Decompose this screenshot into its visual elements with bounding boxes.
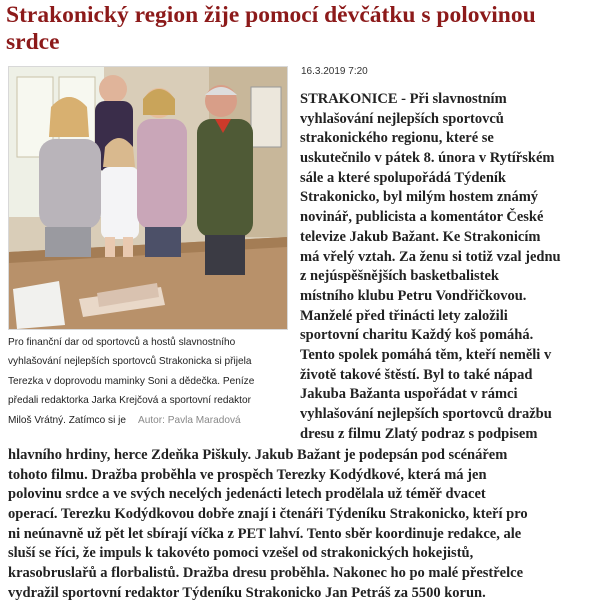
body-line: Strakonicko, byl milým hostem známý [300,189,539,206]
body-line: televize Jakub Bažant. Ke Strakonicím [300,228,541,245]
photo-caption [8,333,292,430]
caption-line: Pro finanční dar od sportovců a hostů slavnostního [8,337,236,348]
article-title [6,2,596,56]
body-line: vydražil sportovní redaktor Týdeníku Strakonicko Jan Petráš za 5500 korun. [8,584,486,601]
body-line: hlavního hrdiny, herce Zdeňka Piškuly. Jakub Bažant je podepsán pod scénářem [8,447,508,463]
body-line: životě takové štěstí. Byl to také nápad [300,366,533,383]
body-line: má vřelý vztah. Za ženu si totiž vzal jednu [300,248,561,265]
article-body-column [300,90,596,444]
body-line: tohoto filmu. Dražba proběhla ve prospěch Terezky Kodýdkové, která má jen [8,466,487,483]
title-line: Strakonický region žije pomocí děvčátku s polovinou [6,2,536,28]
caption-line-text: Miloš Vrátný. Zatímco si je [8,414,126,426]
article-body-full [8,446,598,604]
body-line: sále a které spolupořádá Týdeník [300,169,506,186]
body-line: vyhlašování nejlepších sportovců dražbu [300,406,552,422]
article-photo[interactable] [8,66,288,330]
body-line: novinář, publicista a komentátor České [300,209,544,226]
caption-line: vyhlašování nejlepších sportovců Strakonicka si přijela [8,356,252,368]
body-line: dresu z filmu Zlatý podraz s podpisem [300,425,538,442]
body-line: Tento spolek pomáhá těm, kteří neměli v [300,346,552,363]
body-line: uskutečnilo v pátek 8. února v Rytířském [300,150,555,167]
body-line: ni neúnavně už pět let sbírají víčka z PET lahví. Tento sběr koordinuje redakce, ale [8,525,522,542]
body-line: operací. Terezku Kodýdkovou dobře znají i čtenáři Týdeníku Strakonicko, kteří pro [8,506,528,523]
body-line: sportovní charitu Každý koš pomáhá. [300,327,534,344]
body-line: vyhlašování nejlepších sportovců [300,110,504,127]
caption-line: Terezka v doprovodu maminky Soni a dědečka. Peníze [8,375,255,387]
title-line: srdce [6,29,60,55]
body-line: krasobruslařů a florbalistů. Dražba dresu proběhla. Nakonec ho po malé přestřelce [8,565,524,582]
body-line: strakonického regionu, které se [300,130,494,147]
caption-line [8,411,292,430]
photo-credit: Autor: Pavla Maradová [137,414,241,426]
body-line: sluší se říci, že impuls k takovéto pomoci vzešel od strakonických hokejistů, [8,545,474,562]
body-line: polovinu srdce a ve svých necelých jedenácti letech prodělala už téměř dvacet [8,486,486,503]
caption-line: předali redaktorka Jarka Krejčová a sportovní redaktor [8,395,251,407]
publish-date: 16.3.2019 7:20 [301,66,368,77]
body-line: Jakuba Bažanta uspořádat v rámci [300,386,518,403]
body-line: z nejúspěšnějších basketbalistek [300,268,499,285]
body-line: STRAKONICE - Při slavnostním [300,91,507,107]
body-line: Manželé před třinácti lety založili [300,307,508,324]
body-line: místního klubu Petru Vondřičkovou. [300,287,527,304]
